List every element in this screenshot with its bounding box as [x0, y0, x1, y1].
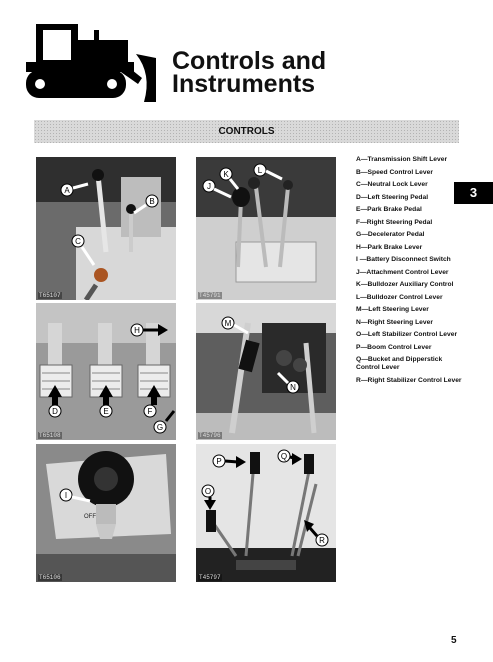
controls-legend [356, 156, 466, 389]
svg-text:N: N [290, 383, 296, 392]
legend-item: G—Decelerator Pedal [356, 231, 425, 238]
svg-text:B: B [149, 197, 155, 206]
photo-steering-levers [196, 303, 336, 440]
title-line-2: Instruments [172, 70, 316, 98]
svg-text:E: E [103, 407, 109, 416]
photo-backhoe-levers [196, 444, 336, 582]
legend-item: H—Park Brake Lever [356, 243, 423, 251]
legend-item: K—Bulldozer Auxiliary Control [356, 281, 454, 288]
photo-ref: T65106 [39, 574, 61, 581]
chapter-tab: 3 [454, 182, 493, 204]
legend-item: R—Right Stabilizer Control Lever [356, 376, 462, 384]
legend-item: J—Attachment Control Lever [356, 268, 449, 276]
svg-text:O: O [204, 487, 212, 496]
svg-text:K: K [223, 170, 229, 179]
svg-text:A: A [64, 186, 70, 195]
svg-text:G: G [156, 423, 164, 432]
svg-text:L: L [257, 166, 263, 175]
svg-text:F: F [147, 407, 153, 416]
svg-text:I: I [64, 491, 68, 500]
photo-ref: T45796 [199, 432, 221, 439]
photo-bulldozer-levers [196, 157, 336, 300]
legend-item: C—Neutral Lock Lever [356, 181, 428, 188]
legend-item: P—Boom Control Lever [356, 343, 432, 351]
svg-text:H: H [134, 326, 140, 335]
legend-item: B—Speed Control Lever [356, 168, 433, 176]
section-banner: CONTROLS [34, 120, 459, 143]
svg-text:J: J [207, 182, 211, 191]
legend-item: N—Right Steering Lever [356, 318, 433, 326]
page-title [172, 47, 327, 98]
legend-item: D—Left Steering Pedal [356, 193, 429, 201]
title-line-1: Controls and [172, 47, 327, 75]
legend-item: I —Battery Disconnect Switch [356, 256, 451, 263]
photo-ref: T45791 [199, 292, 221, 299]
bulldozer-logo-icon [26, 18, 156, 104]
svg-text:M: M [224, 319, 232, 328]
photo-shift-levers [36, 157, 176, 300]
legend-item: F—Right Steering Pedal [356, 218, 433, 226]
svg-text:Q: Q [280, 452, 288, 461]
svg-text:D: D [52, 407, 58, 416]
legend-item: M—Left Steering Lever [356, 306, 429, 313]
legend-item: A—Transmission Shift Lever [356, 156, 448, 163]
photo-ref: T65107 [39, 292, 61, 299]
legend-item: L—Bulldozer Control Lever [356, 293, 443, 301]
svg-text:R: R [319, 536, 325, 545]
svg-text:OFF: OFF [84, 514, 96, 520]
photo-ref: T65108 [39, 432, 61, 439]
photo-battery-switch [36, 444, 176, 582]
photo-ref: T45797 [199, 574, 221, 581]
legend-item: O—Left Stabilizer Control Lever [356, 331, 458, 338]
svg-text:P: P [216, 457, 222, 466]
legend-item: E—Park Brake Pedal [356, 206, 422, 213]
page-number: 5 [451, 635, 457, 646]
legend-item: Q—Bucket and Dipperstick Control Lever [356, 356, 443, 372]
photo-pedals [36, 303, 176, 440]
svg-text:C: C [75, 237, 81, 246]
